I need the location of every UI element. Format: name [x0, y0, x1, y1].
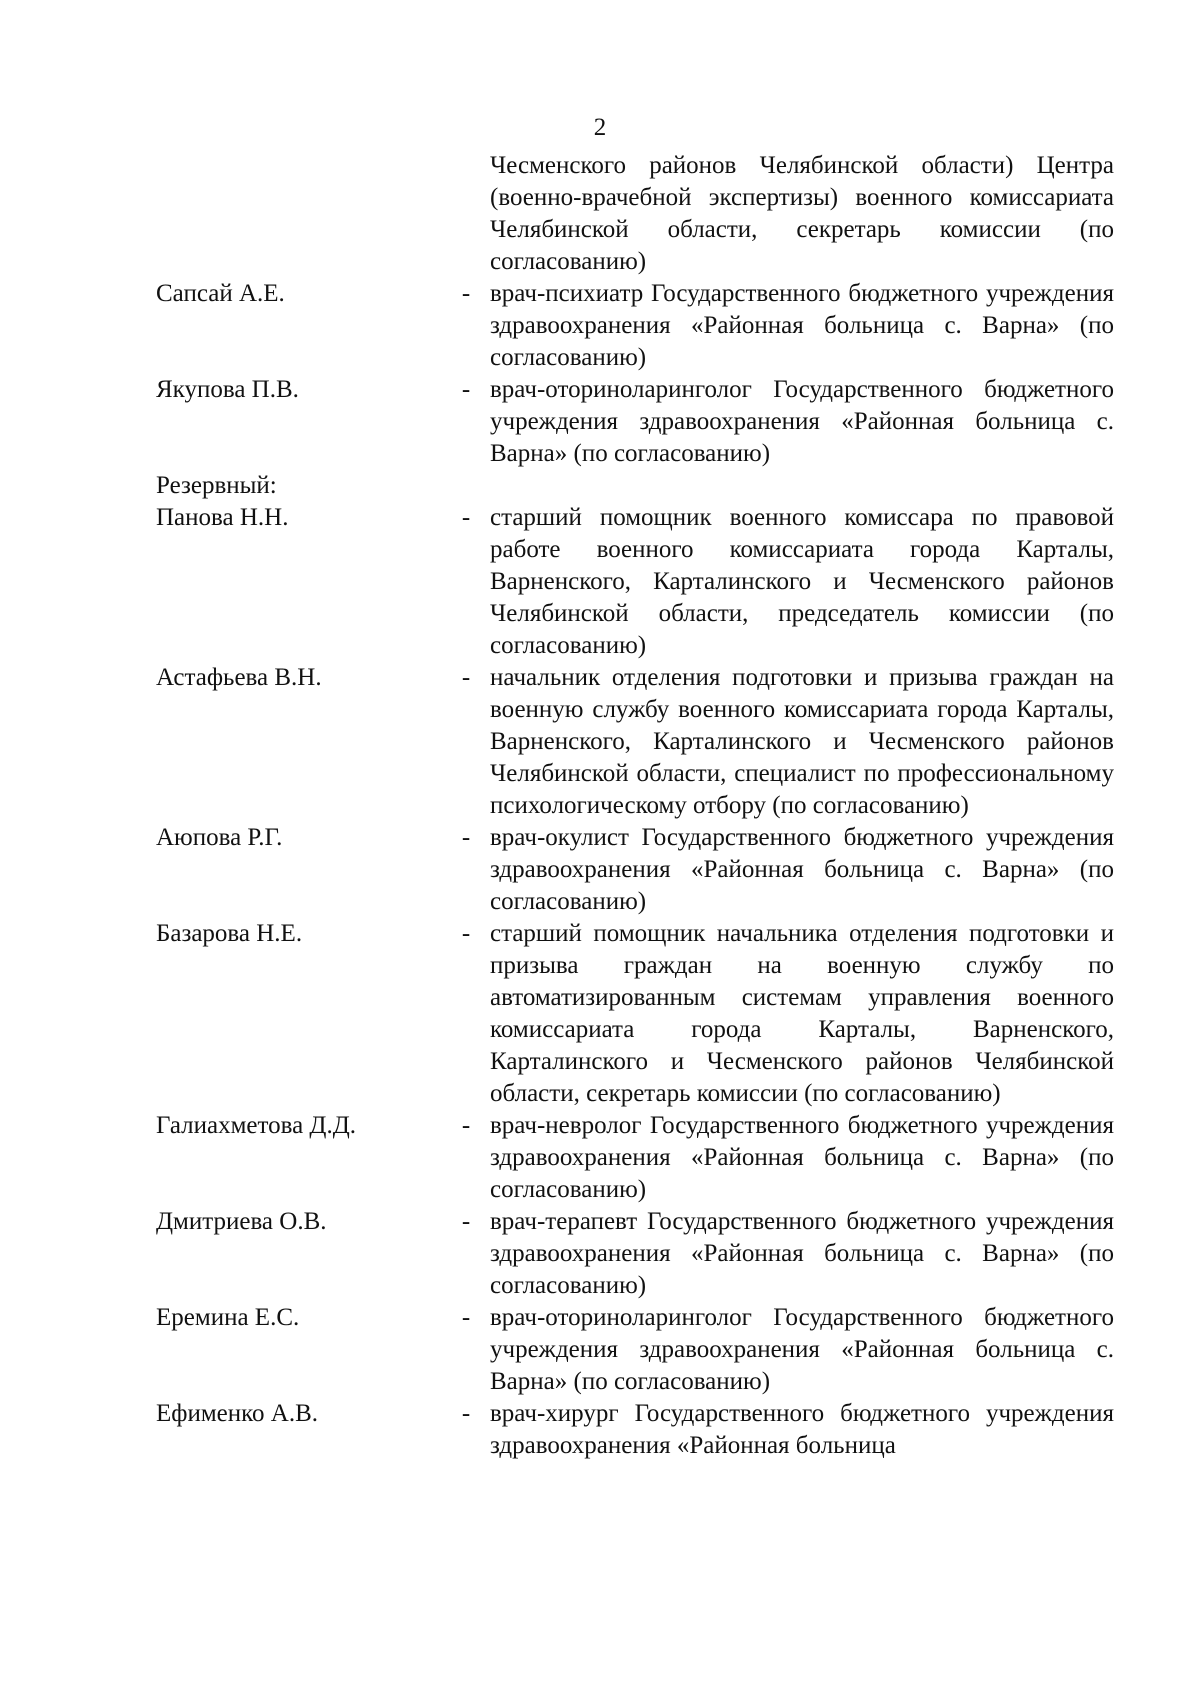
member-role: врач-невролог Государственного бюджетного учреждения здравоохранения «Районная больница с. Варна» (по согласованию): [490, 1112, 1114, 1203]
member-dash: -: [461, 1112, 471, 1139]
member-role: начальник отделения подготовки и призыва граждан на военную службу военного комиссариата города Карталы, Варненского, Карталинского и Чесменского районов Челябинской области, специалист по профессиональному психологическому отбору (по согласованию): [490, 664, 1114, 819]
member-name: Галиахметова Д.Д.: [156, 1112, 357, 1139]
member-role: врач-оториноларинголог Государственного бюджетного учреждения здравоохранения «Районная больница с. Варна» (по согласованию): [490, 1304, 1114, 1395]
reserve-section-label: Резервный:: [156, 472, 277, 499]
member-name: Аюпова Р.Г.: [156, 824, 283, 851]
commission-list: [0, 150, 1200, 1462]
member-role: врач-хирург Государственного бюджетного учреждения здравоохранения «Районная больница: [490, 1400, 1114, 1459]
continuation-text: Чесменского районов Челябинской области) Центра (военно-врачебной экспертизы) военного комиссариата Челябинской области, секретарь комиссии (по согласованию): [490, 152, 1114, 275]
member-role: врач-оториноларинголог Государственного бюджетного учреждения здравоохранения «Районная больница с. Варна» (по согласованию): [490, 376, 1114, 467]
member-dash: -: [461, 376, 471, 403]
member-name: Дмитриева О.В.: [156, 1208, 327, 1235]
member-dash: -: [461, 664, 471, 691]
reserve-member-entry: [0, 918, 1200, 1110]
reserve-member-entry: [0, 1398, 1200, 1462]
member-entry: [0, 278, 1200, 374]
member-name: Еремина Е.С.: [156, 1304, 300, 1331]
member-dash: -: [461, 824, 471, 851]
member-name: Астафьева В.Н.: [156, 664, 322, 691]
page-number: 2: [593, 114, 607, 141]
member-role: старший помощник начальника отделения подготовки и призыва граждан на военную службу по автоматизированным системам управления военного комиссариата города Карталы, Варненского, Карталинского и Чесменского районов Челябинской области, секретарь комиссии (по согласованию): [490, 920, 1114, 1107]
member-name: Базарова Н.Е.: [156, 920, 303, 947]
reserve-member-entry: [0, 1206, 1200, 1302]
member-dash: -: [461, 1304, 471, 1331]
reserve-member-entry: [0, 502, 1200, 662]
reserve-member-entry: [0, 662, 1200, 822]
reserve-member-entry: [0, 822, 1200, 918]
member-dash: -: [461, 504, 471, 531]
member-name: Якупова П.В.: [156, 376, 299, 403]
member-role: врач-терапевт Государственного бюджетного учреждения здравоохранения «Районная больница с. Варна» (по согласованию): [490, 1208, 1114, 1299]
continuation-entry: [0, 150, 1200, 278]
member-dash: -: [461, 920, 471, 947]
member-name: Ефименко А.В.: [156, 1400, 318, 1427]
member-dash: -: [461, 280, 471, 307]
member-dash: -: [461, 1400, 471, 1427]
reserve-member-entry: [0, 1110, 1200, 1206]
member-dash: -: [461, 1208, 471, 1235]
member-name: Сапсай А.Е.: [156, 280, 285, 307]
member-role: врач-окулист Государственного бюджетного учреждения здравоохранения «Районная больница с. Варна» (по согласованию): [490, 824, 1114, 915]
reserve-member-entry: [0, 1302, 1200, 1398]
member-role: врач-психиатр Государственного бюджетного учреждения здравоохранения «Районная больница с. Варна» (по согласованию): [490, 280, 1114, 371]
member-entry: [0, 374, 1200, 470]
member-role: старший помощник военного комиссара по правовой работе военного комиссариата города Карталы, Варненского, Карталинского и Чесменского районов Челябинской области, председатель комиссии (по согласованию): [490, 504, 1114, 659]
member-name: Панова Н.Н.: [156, 504, 289, 531]
